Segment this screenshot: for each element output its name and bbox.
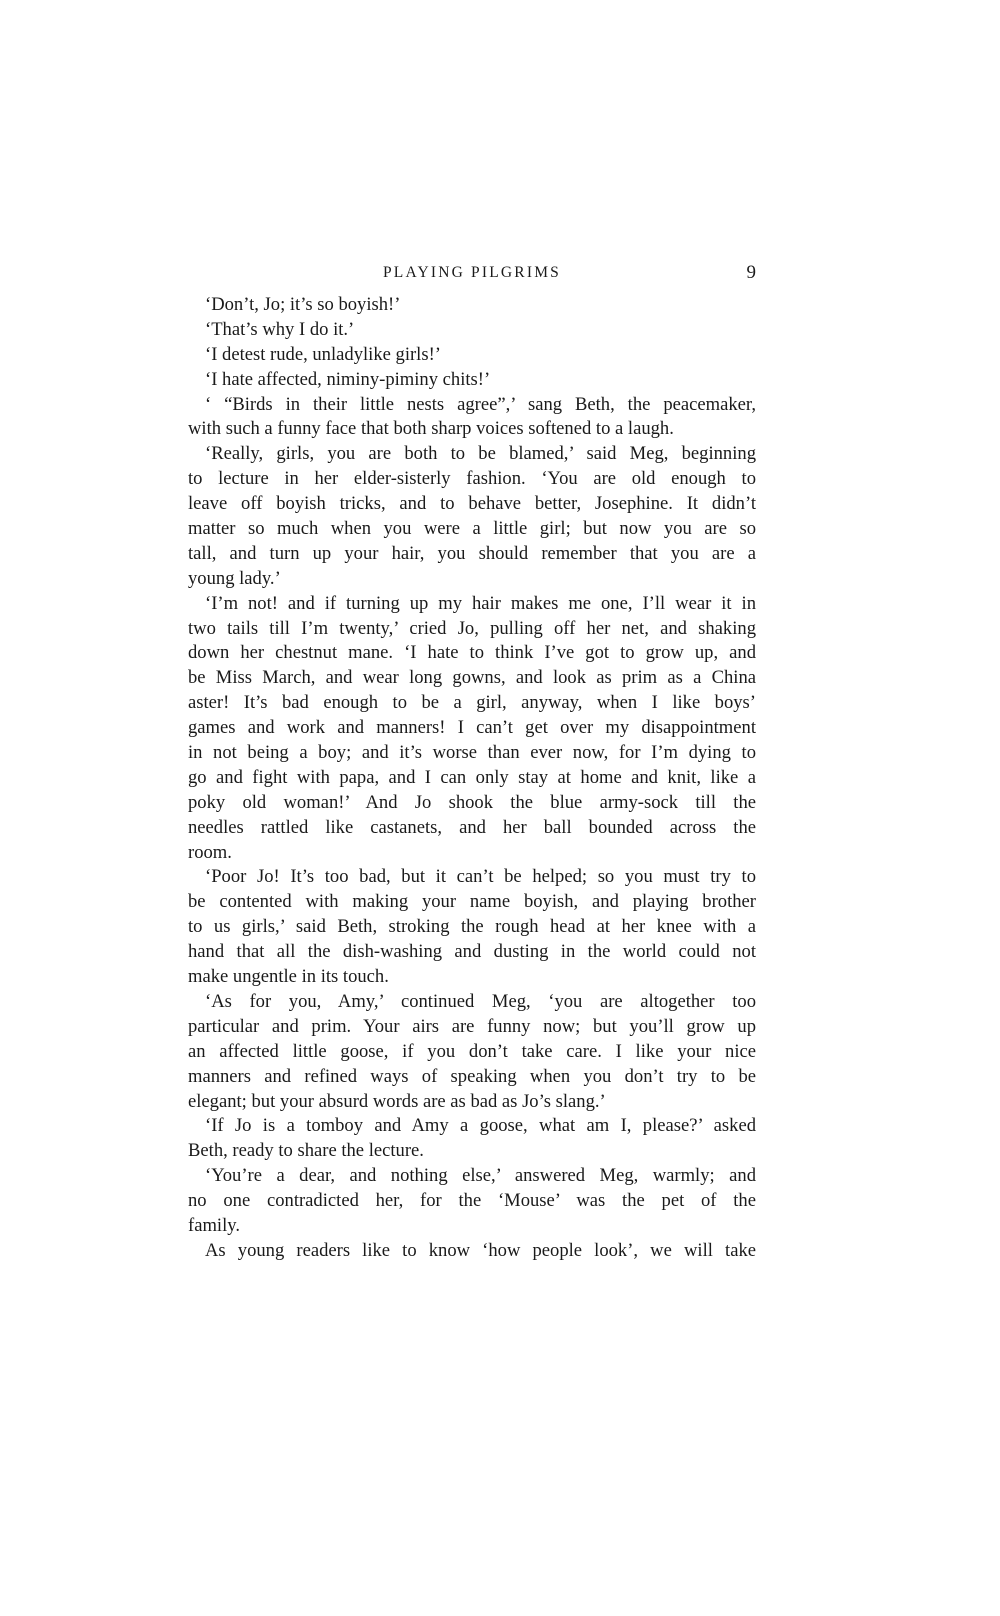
text-line: ‘Poor Jo! It’s too bad, but it can’t be helped; so you must try to — [205, 866, 756, 888]
text-line: manners and refined ways of speaking when you don’t try to be — [188, 1065, 756, 1087]
text-line: two tails till I’m twenty,’ cried Jo, pulling off her net, and shaking — [188, 617, 756, 639]
text-line: ‘That’s why I do it.’ — [205, 318, 355, 340]
text-line: family. — [188, 1214, 240, 1236]
text-line: needles rattled like castanets, and her ball bounded across the — [188, 816, 756, 838]
text-line: ‘I detest rude, unladylike girls!’ — [205, 343, 441, 365]
text-line: tall, and turn up your hair, you should remember that you are a — [188, 542, 756, 564]
chapter-title: PLAYING PILGRIMS — [382, 264, 562, 281]
text-line: room. — [188, 841, 232, 863]
text-line: elegant; but your absurd words are as bad as Jo’s slang.’ — [188, 1090, 606, 1112]
text-line: make ungentle in its touch. — [188, 966, 389, 988]
text-line: games and work and manners! I can’t get over my disappointment — [188, 717, 756, 739]
page-number: 9 — [746, 262, 756, 283]
text-line: aster! It’s bad enough to be a girl, anyway, when I like boys’ — [188, 692, 756, 714]
text-line: an affected little goose, if you don’t take care. I like your nice — [188, 1040, 756, 1062]
text-line: ‘I’m not! and if turning up my hair makes me one, I’ll wear it in — [205, 592, 756, 614]
text-line: particular and prim. Your airs are funny now; but you’ll grow up — [188, 1015, 756, 1037]
text-line: As young readers like to know ‘how people look’, we will take — [205, 1239, 756, 1261]
body-text — [188, 293, 756, 1264]
text-line: ‘Don’t, Jo; it’s so boyish!’ — [205, 294, 401, 315]
text-line: ‘ “Birds in their little nests agree”,’ sang Beth, the peacemaker, — [205, 393, 756, 415]
text-line: no one contradicted her, for the ‘Mouse’ was the pet of the — [188, 1190, 756, 1212]
text-line: Beth, ready to share the lecture. — [188, 1140, 424, 1162]
text-line: be contented with making your name boyish, and playing brother — [188, 891, 756, 913]
text-line: ‘If Jo is a tomboy and Amy a goose, what am I, please?’ asked — [205, 1115, 756, 1137]
text-line: hand that all the dish-washing and dusting in the world could not — [188, 941, 756, 963]
text-line: leave off boyish tricks, and to behave better, Josephine. It didn’t — [188, 493, 756, 515]
text-line: go and fight with papa, and I can only stay at home and knit, like a — [188, 766, 756, 788]
text-line: with such a funny face that both sharp voices softened to a laugh. — [188, 418, 674, 440]
running-head — [188, 262, 756, 286]
text-line: ‘You’re a dear, and nothing else,’ answered Meg, warmly; and — [205, 1165, 756, 1187]
text-line: in not being a boy; and it’s worse than ever now, for I’m dying to — [188, 742, 756, 764]
text-line: matter so much when you were a little girl; but now you are so — [188, 518, 756, 540]
text-line: down her chestnut mane. ‘I hate to think I’ve got to grow up, and — [188, 642, 756, 664]
text-line: poky old woman!’ And Jo shook the blue army-sock till the — [188, 791, 756, 813]
text-line: to us girls,’ said Beth, stroking the rough head at her knee with a — [188, 916, 756, 938]
text-line: ‘Really, girls, you are both to be blamed,’ said Meg, beginning — [205, 443, 756, 465]
text-line: to lecture in her elder-sisterly fashion. ‘You are old enough to — [188, 468, 756, 490]
text-line: be Miss March, and wear long gowns, and look as prim as a China — [188, 667, 756, 689]
text-line: young lady.’ — [188, 567, 281, 589]
text-line: ‘I hate affected, niminy-piminy chits!’ — [205, 368, 491, 390]
text-line: ‘As for you, Amy,’ continued Meg, ‘you are altogether too — [205, 990, 756, 1012]
